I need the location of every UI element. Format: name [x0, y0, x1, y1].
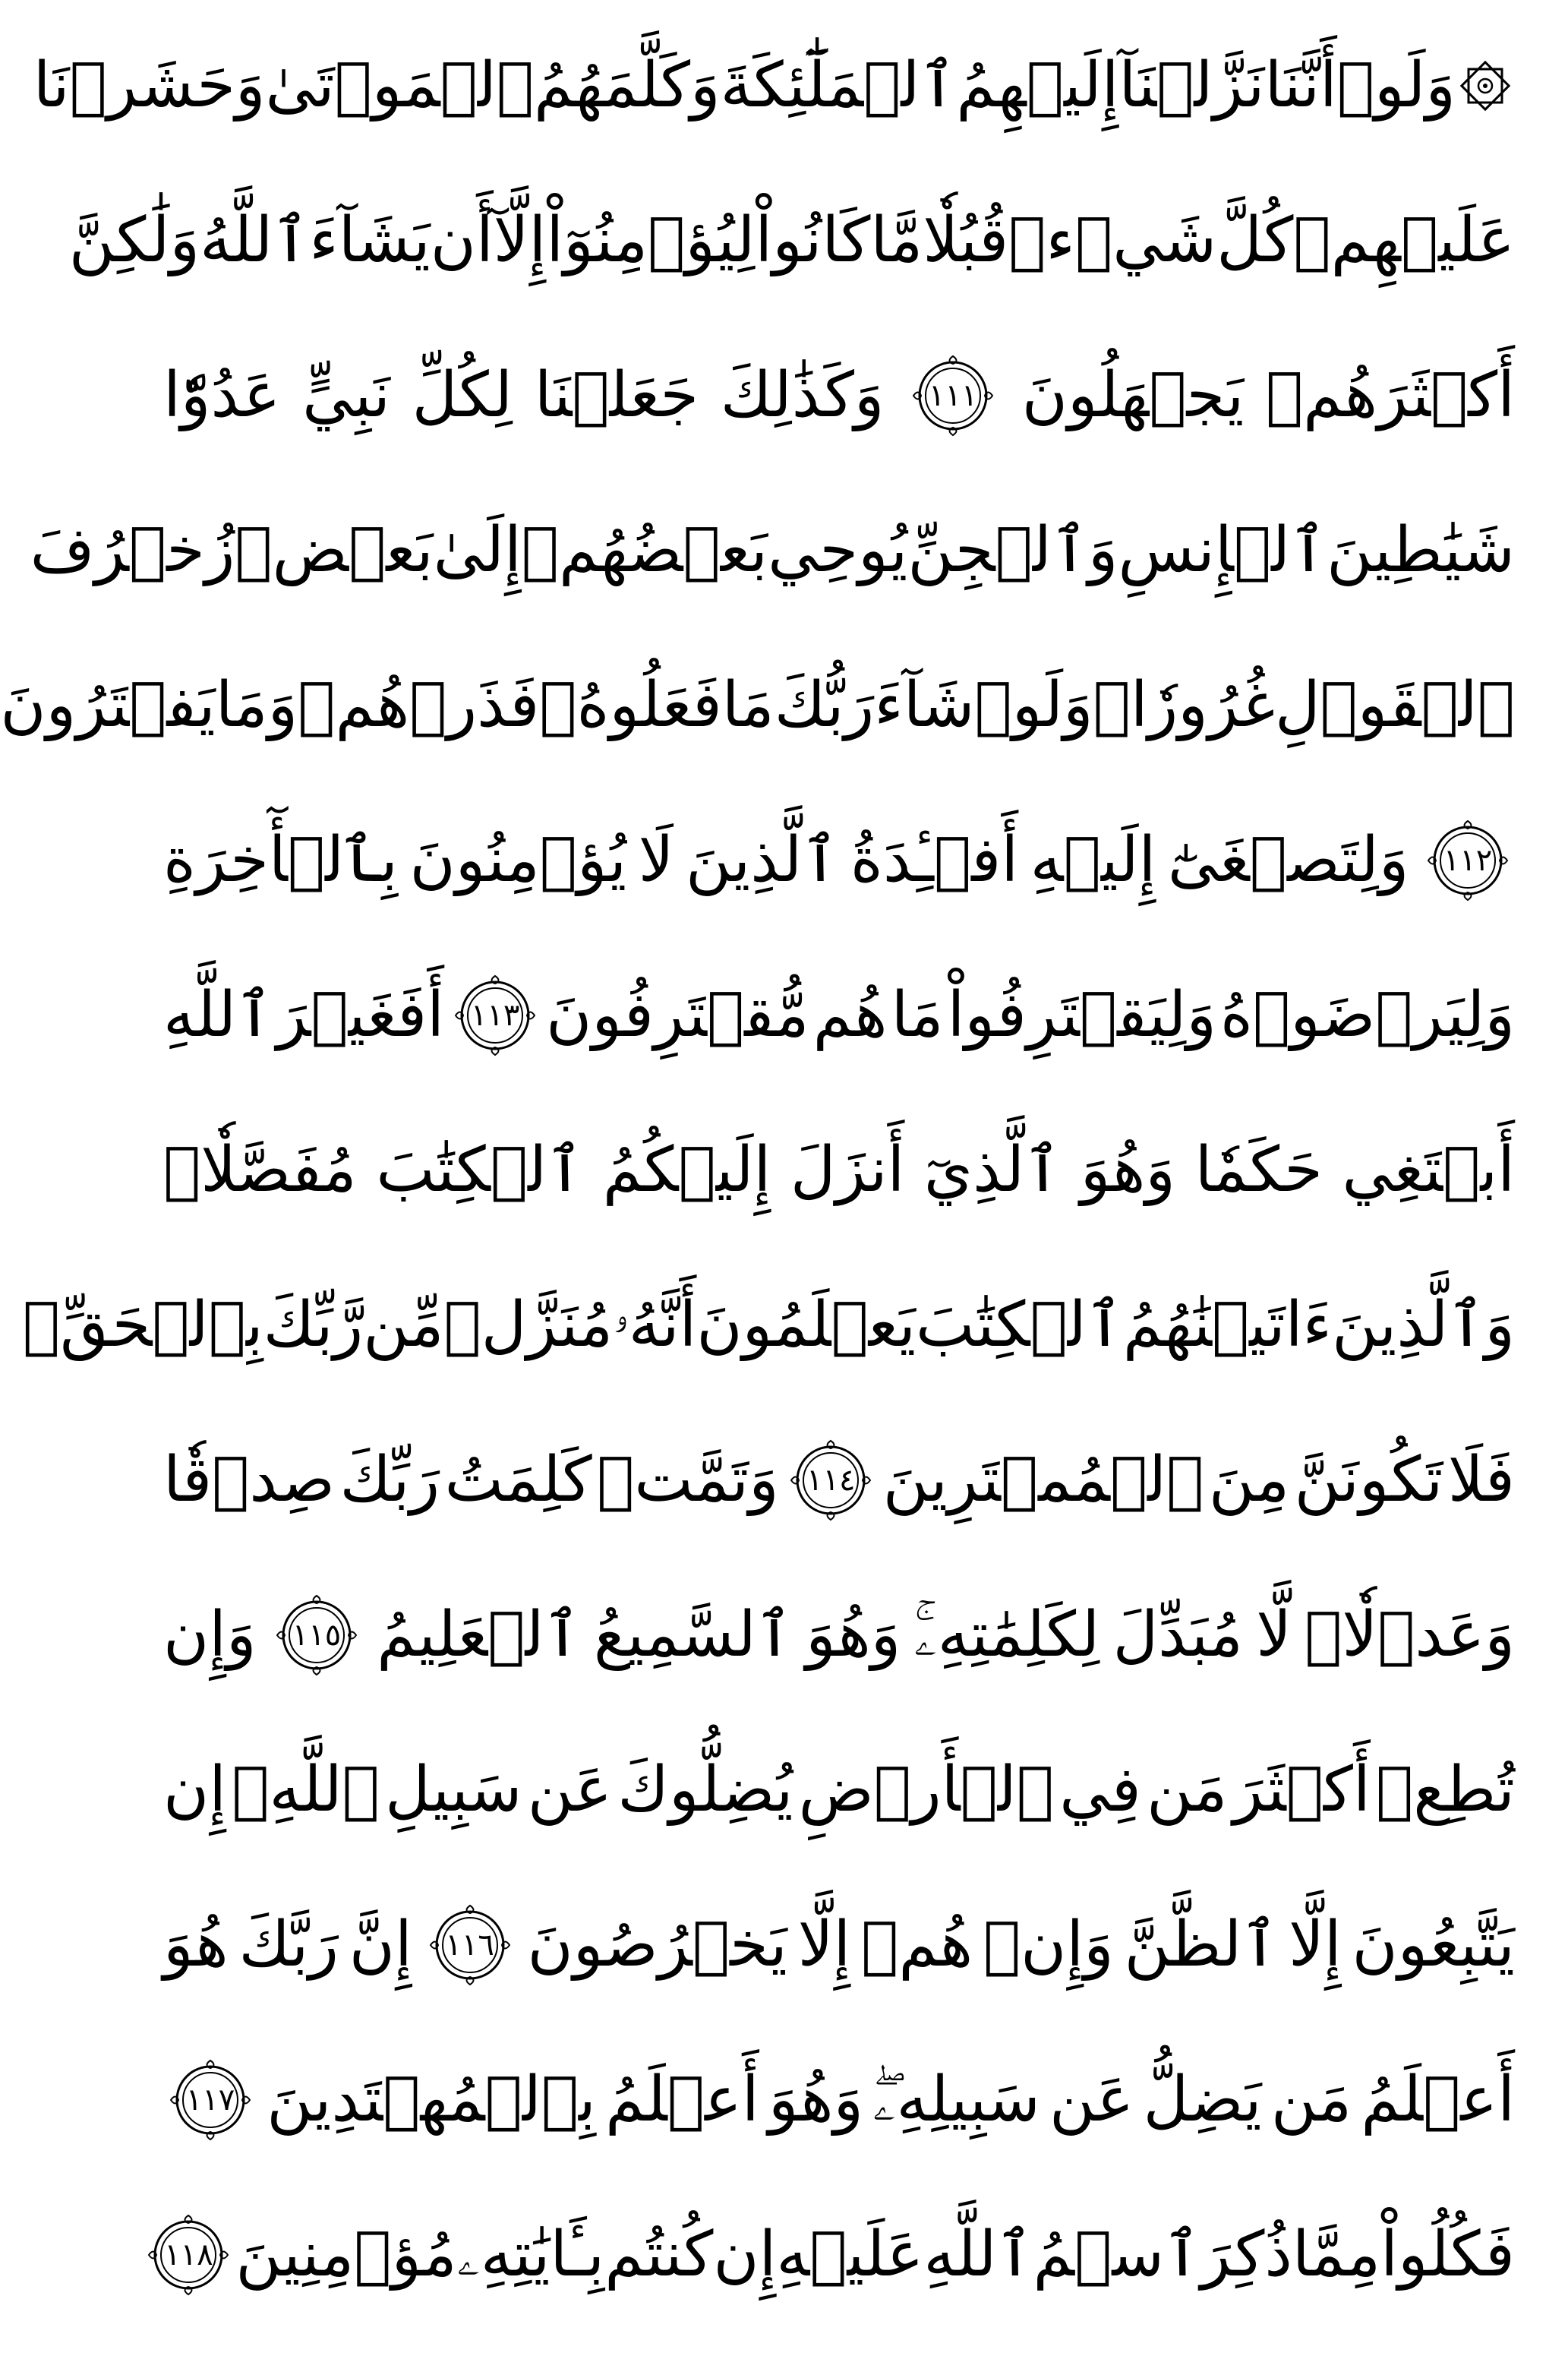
verse-word: سَبِيلِ — [385, 1754, 522, 1826]
ayah-end-medallion-icon — [448, 968, 542, 1063]
verse-word: رَبِّكَ — [339, 1444, 440, 1516]
ayah-end-medallion-icon — [163, 2053, 257, 2147]
verse-word: بِٱلۡأٓخِرَةِ — [163, 824, 398, 896]
text-line — [163, 1563, 1515, 1707]
verse-word: شَيَٰطِينَ — [1327, 514, 1515, 586]
verse-word: ٱلۡإِنسِ — [1118, 514, 1327, 586]
verse-word: إِن — [713, 2218, 777, 2291]
text-line — [22, 1253, 1515, 1397]
verse-word: أَن — [430, 204, 494, 276]
verse-word: مَا — [891, 979, 944, 1051]
verse-word: مِنَ — [1208, 1444, 1290, 1516]
verse-word: وَهُوَ — [768, 2064, 864, 2136]
verse-word: قُبُلٗا — [923, 204, 1009, 276]
verse-word: جَعَلۡنَا — [534, 359, 699, 431]
verse-word: غُرُورٗاۚ — [1093, 669, 1275, 741]
verse-word: إِلَّا — [1289, 1909, 1342, 1981]
verse-word: وَمَا — [215, 669, 298, 741]
text-line — [163, 1873, 1515, 2017]
verse-word: مِمَّا — [1292, 2218, 1381, 2291]
verse-word: وَكَلَّمَهُمُ — [534, 49, 721, 122]
verse-word: شَآءَ — [874, 669, 975, 741]
text-line — [163, 2183, 1515, 2327]
verse-word: وَتَمَّتۡ — [597, 1444, 779, 1516]
verse-word: يَتَّبِعُونَ — [1352, 1909, 1515, 1981]
ayah-end-medallion-icon — [784, 1433, 878, 1527]
verse-word: مُبَدِّلَ — [1112, 1599, 1243, 1671]
verse-word: عَن — [1049, 2064, 1134, 2136]
verse-word: هُمۡ — [861, 1909, 973, 1981]
verse-word: إِنَّ — [349, 1909, 412, 1981]
verse-word: لَا — [638, 824, 674, 896]
verse-word: يُضِلُّوكَ — [617, 1754, 793, 1826]
verse-word: عَدُوّٗا — [163, 359, 281, 431]
verse-word: بِٱلۡحَقِّۖ — [22, 1289, 263, 1361]
verse-word: زُخۡرُفَ — [30, 514, 235, 586]
verse-word: يَضِلُّ — [1143, 2064, 1262, 2136]
verse-word: عَلَيۡهِ — [776, 2218, 924, 2291]
text-line — [163, 943, 1515, 1088]
verse-word: عَن — [527, 1754, 613, 1826]
verse-word: بِـَٔايَٰتِهِۦ — [456, 2218, 605, 2291]
verse-word: أَنَّهُۥ — [613, 1289, 697, 1361]
verse-word: وَهُوَ — [1080, 1134, 1175, 1206]
text-line — [163, 2028, 1515, 2172]
verse-word: إِلَيۡكُمُ — [602, 1134, 771, 1206]
verse-word: حَكَمٗا — [1194, 1134, 1323, 1206]
verse-word: وَلَوۡ — [1336, 49, 1456, 122]
verse-word: نَبِيٍّ — [302, 359, 391, 431]
verse-word: وَلَٰكِنَّ — [68, 204, 200, 276]
verse-word: وَكَذَٰلِكَ — [720, 359, 885, 431]
verse-word: يَفۡتَرُونَ — [0, 669, 216, 741]
verse-word: ٱلۡمَوۡتَىٰ — [265, 49, 535, 122]
verse-word: أَفۡـِٔدَةُ — [850, 824, 1019, 896]
verse-word: رَبَّكَ — [238, 1909, 339, 1981]
verse-word: مُّقۡتَرِفُونَ — [546, 979, 809, 1051]
verse-word: أَكۡثَرَ — [1232, 1754, 1371, 1826]
verse-word: فِي — [1059, 1754, 1141, 1826]
verse-word: كَلِمَتُ — [444, 1444, 592, 1516]
verse-word: ٱلظَّنَّ — [1124, 1909, 1279, 1981]
verse-word: مَا — [721, 669, 775, 741]
verse-word: عَلَيۡهِمۡ — [1293, 204, 1515, 276]
verse-word: لِكُلِّ — [412, 359, 513, 431]
verse-word: بَعۡضُهُمۡ — [521, 514, 768, 586]
verse-word: يَشَآءَ — [309, 204, 431, 276]
verse-word: إِلَيۡهِ — [1030, 824, 1156, 896]
verse-word: يُؤۡمِنُونَ — [409, 824, 627, 896]
ayah-number: ١١٧ — [185, 2083, 235, 2117]
verse-word: وَحَشَرۡنَا — [33, 49, 266, 122]
ayah-number: ١١١ — [928, 378, 978, 413]
verse-word: ٱلۡعَلِيمُ — [377, 1599, 581, 1671]
verse-word: ءَاتَيۡنَٰهُمُ — [1122, 1289, 1333, 1361]
verse-word: رَبُّكَ — [774, 669, 875, 741]
verse-word: ٱللَّهِ — [923, 2218, 1033, 2291]
text-line — [0, 633, 1515, 778]
verse-word: فَكُلُواْ — [1380, 2218, 1515, 2291]
verse-word: فَذَرۡهُمۡ — [298, 669, 540, 741]
verse-word: ٱلۡكِتَٰبَ — [916, 1289, 1123, 1361]
ayah-end-medallion-icon — [1421, 813, 1515, 908]
verse-word: يَجۡهَلُونَ — [1021, 359, 1245, 431]
verse-word: مُفَصَّلٗاۚ — [163, 1134, 357, 1206]
ayah-number: ١١٤ — [806, 1463, 856, 1498]
verse-word: أَبۡتَغِي — [1342, 1134, 1515, 1206]
verse-word: فَعَلُوهُۖ — [539, 669, 722, 741]
verse-word: إِن — [163, 1754, 227, 1826]
verse-word: ٱللَّهُ — [200, 204, 310, 276]
verse-word: رَّبِّكَ — [263, 1289, 364, 1361]
verse-word: شَيۡءٖ — [1008, 204, 1217, 276]
verse-word: وَعَدۡلٗاۚ — [1305, 1599, 1515, 1671]
verse-word: وَٱلۡجِنِّ — [907, 514, 1118, 586]
verse-word: ٱلۡمُمۡتَرِينَ — [882, 1444, 1204, 1516]
ayah-end-medallion-icon — [906, 349, 1000, 443]
text-line — [68, 169, 1515, 313]
verse-word: ٱلسَّمِيعُ — [593, 1599, 793, 1671]
verse-word: وَلِيَقۡتَرِفُواْ — [947, 979, 1216, 1051]
verse-word: وَإِنۡ — [983, 1909, 1114, 1981]
verse-word: سَبِيلِهِۦۖ — [872, 2064, 1040, 2136]
verse-word: ٱلۡكِتَٰبَ — [376, 1134, 584, 1206]
verse-word: كَانُواْ — [755, 204, 871, 276]
verse-word: وَلِيَرۡضَوۡهُ — [1220, 979, 1515, 1051]
verse-word: وَلَوۡ — [974, 669, 1093, 741]
verse-word: أَعۡلَمُ — [605, 2064, 759, 2136]
verse-word: ٱلۡمَلَٰٓئِكَةَ — [720, 49, 957, 122]
verse-word: لَّا — [1256, 1599, 1292, 1671]
verse-word: فَلَا — [1447, 1444, 1515, 1516]
rub-el-hizb-icon — [1456, 56, 1515, 115]
verse-word: مِّن — [363, 1289, 444, 1361]
verse-word: مَن — [1147, 1754, 1228, 1826]
verse-word: أَنَّنَا — [1264, 49, 1337, 122]
verse-word: ٱلۡقَوۡلِ — [1274, 669, 1515, 741]
verse-word: أَكۡثَرَهُمۡ — [1265, 359, 1515, 431]
ayah-end-medallion-icon — [141, 2208, 235, 2302]
ayah-number: ١١٥ — [292, 1618, 342, 1653]
verse-word: هُم — [812, 979, 888, 1051]
verse-word: كُلَّ — [1216, 204, 1294, 276]
text-line — [163, 1408, 1515, 1552]
text-line — [33, 14, 1515, 158]
text-line — [163, 324, 1515, 468]
verse-word: نَزَّلۡنَآ — [1118, 49, 1265, 122]
verse-word: يَعۡلَمُونَ — [696, 1289, 917, 1361]
verse-word: أَعۡلَمُ — [1361, 2064, 1515, 2136]
verse-word: أَنزَلَ — [790, 1134, 905, 1206]
verse-word: ٱلۡأَرۡضِ — [798, 1754, 1054, 1826]
verse-word: أَفَغَيۡرَ — [276, 979, 444, 1051]
verse-word: يُوحِي — [768, 514, 908, 586]
verse-word: يَخۡرُصُونَ — [527, 1909, 787, 1981]
ayah-number: ١١٣ — [470, 998, 520, 1033]
ayah-end-medallion-icon — [423, 1898, 517, 1992]
verse-word: تُطِعۡ — [1376, 1754, 1515, 1826]
verse-word: مُنَزَّلٞ — [443, 1289, 614, 1361]
verse-word: مَّا — [870, 204, 923, 276]
ayah-end-medallion-icon — [270, 1588, 364, 1682]
verse-word: وَهُوَ — [806, 1599, 901, 1671]
verse-word: إِلَىٰ — [433, 514, 522, 586]
verse-word: وَلِتَصۡغَىٰٓ — [1167, 824, 1409, 896]
verse-word: مُؤۡمِنِينَ — [235, 2218, 457, 2291]
verse-word: لِكَلِمَٰتِهِۦۚ — [913, 1599, 1100, 1671]
verse-word: وَإِن — [163, 1599, 257, 1671]
text-line — [163, 788, 1515, 933]
verse-word: إِلَيۡهِمُ — [956, 49, 1119, 122]
text-line — [30, 478, 1515, 623]
ayah-number: ١١٨ — [164, 2237, 213, 2272]
verse-word: ذُكِرَ — [1200, 2218, 1292, 2291]
verse-word: إِلَّا — [797, 1909, 851, 1981]
verse-word: صِدۡقٗا — [163, 1444, 336, 1516]
verse-word: ٱسۡمُ — [1033, 2218, 1201, 2291]
verse-word: مَن — [1270, 2064, 1352, 2136]
verse-word: ٱللَّهِ — [163, 979, 273, 1051]
verse-word: بِٱلۡمُهۡتَدِينَ — [267, 2064, 596, 2136]
verse-word: إِلَّآ — [493, 204, 547, 276]
verse-word: بَعۡضٖ — [235, 514, 434, 586]
text-line — [163, 1718, 1515, 1862]
verse-word: تَكُونَنَّ — [1294, 1444, 1443, 1516]
verse-word: لِيُؤۡمِنُوٓاْ — [546, 204, 756, 276]
verse-word: ٱلَّذِيٓ — [923, 1134, 1062, 1206]
verse-word: وَٱلَّذِينَ — [1332, 1289, 1515, 1361]
verse-word: كُنتُم — [604, 2218, 714, 2291]
verse-word: ٱلَّذِينَ — [686, 824, 839, 896]
verse-word: هُوَ — [163, 1909, 229, 1981]
verse-word: ٱللَّهِۚ — [232, 1754, 380, 1826]
ayah-number: ١١٢ — [1443, 843, 1493, 878]
text-line — [163, 1098, 1515, 1243]
ayah-number: ١١٦ — [445, 1928, 494, 1963]
